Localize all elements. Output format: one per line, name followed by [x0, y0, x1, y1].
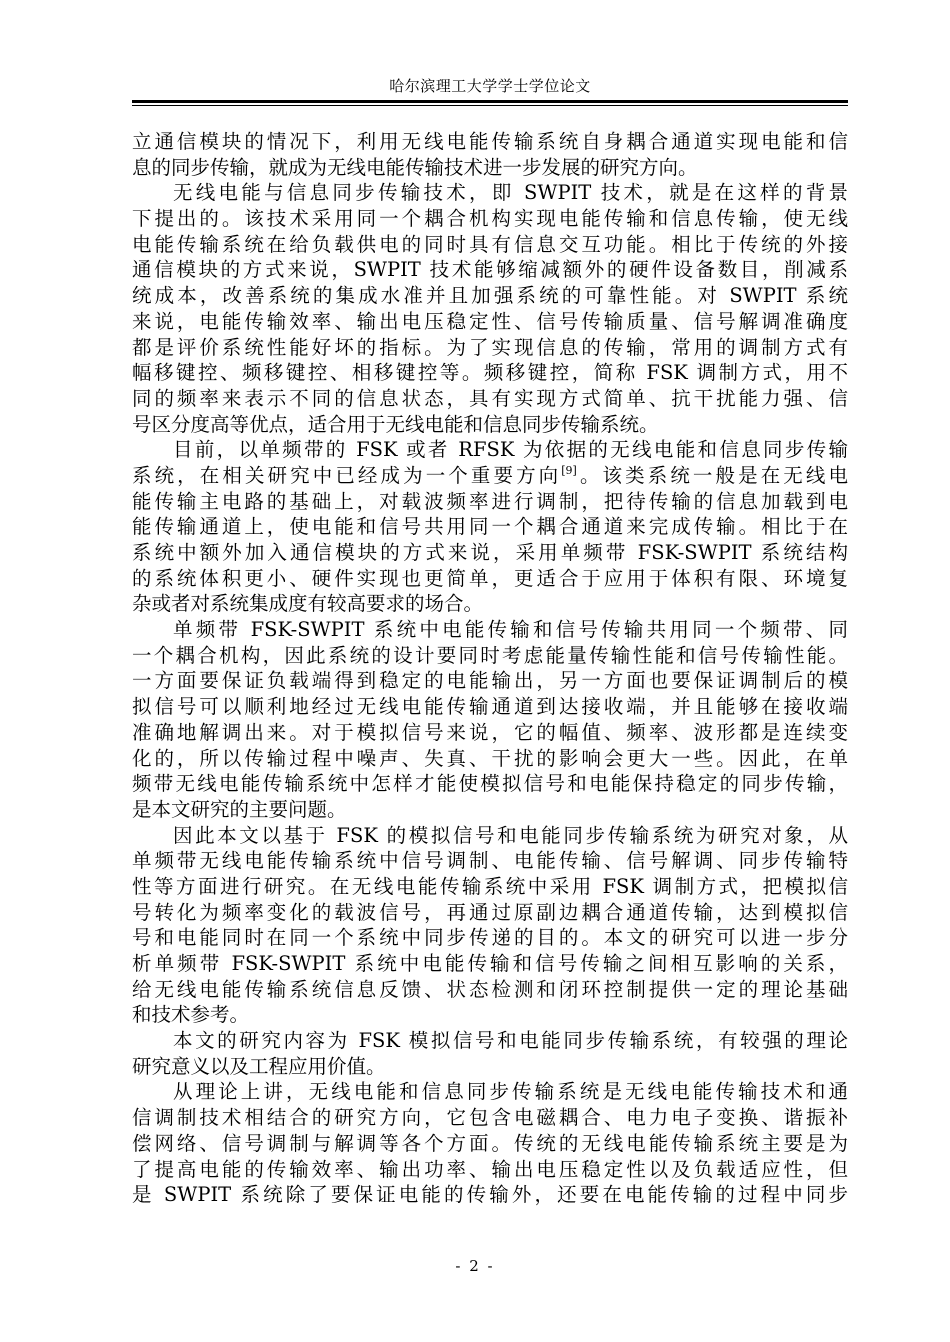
- text-line: 无线电能与信息同步传输技术，即 SWPIT 技术，就是在这样的背景: [173, 181, 848, 205]
- text-line: 号转化为频率变化的载波信号，再通过原副边耦合通道传输，达到模拟信: [132, 900, 848, 924]
- text-line: 析单频带 FSK-SWPIT 系统中电能传输和信号传输之间相互影响的关系，: [132, 952, 848, 975]
- body-text: [132, 129, 848, 1208]
- text-line: 信调制技术相结合的研究方向，它包含电磁耦合、电力电子变换、谐振补: [132, 1106, 848, 1130]
- text-line: 单频带 FSK-SWPIT 系统中电能传输和信号传输共用同一个频带、同: [173, 618, 848, 642]
- text-line: 目前，以单频带的 FSK 或者 RFSK 为依据的无线电能和信息同步传输: [173, 438, 848, 462]
- text-line: 系统中额外加入通信模块的方式来说，采用单频带 FSK-SWPIT 系统结构: [132, 541, 848, 564]
- text-line: 来说，电能传输效率、输出电压稳定性、信号传输质量、信号解调准确度: [132, 309, 848, 333]
- header-rule-thin: [132, 105, 848, 106]
- text-line: 偿网络、信号调制与解调等各个方面。传统的无线电能传输系统主要是为: [132, 1131, 848, 1155]
- text-line: 因此本文以基于 FSK 的模拟信号和电能同步传输系统为研究对象，从: [173, 823, 848, 847]
- text-line: 号和电能同时在同一个系统中同步传递的目的。本文的研究可以进一步分: [132, 926, 848, 950]
- text-line: 能传输主电路的基础上，对载波频率进行调制，把待传输的信息加载到电: [132, 489, 848, 513]
- text-line: 从理论上讲，无线电能和信息同步传输系统是无线电能传输技术和通: [173, 1080, 848, 1104]
- text-fragment: 系统，在相关研究中已经成为一个重要方向: [132, 463, 562, 487]
- text-line: 是 SWPIT 系统除了要保证电能的传输外，还要在电能传输的过程中同步: [132, 1183, 848, 1207]
- text-line: 幅移键控、频移键控、相移键控等。频移键控，简称 FSK 调制方式，用不: [132, 361, 848, 385]
- text-line: 号区分度高等优点，适合用于无线电能和信息同步传输系统。: [132, 412, 659, 436]
- text-line: 通信模块的方式来说，SWPIT 技术能够缩减额外的硬件设备数目，削减系: [132, 258, 848, 282]
- text-line: 同的频率来表示不同的信息状态，具有实现方式简单、抗干扰能力强、信: [132, 386, 848, 410]
- text-line: 本文的研究内容为 FSK 模拟信号和电能同步传输系统，有较强的理论: [173, 1029, 848, 1053]
- text-line: 立通信模块的情况下，利用无线电能传输系统自身耦合通道实现电能和信: [132, 130, 848, 153]
- text-line-with-citation: [132, 463, 848, 489]
- text-line: 统成本，改善系统的集成水准并且加强系统的可靠性能。对 SWPIT 系统: [132, 284, 848, 308]
- text-line: 杂或者对系统集成度有较高要求的场合。: [132, 592, 484, 616]
- text-line: 能传输通道上，使电能和信号共用同一个耦合通道来完成传输。相比于在: [132, 515, 848, 539]
- text-line: 的系统体积更小、硬件实现也更简单，更适合于应用于体积有限、环境复: [132, 566, 848, 590]
- text-line: 和技术参考。: [132, 1003, 250, 1027]
- header-rule-thick: [132, 100, 848, 103]
- text-line: 一方面要保证负载端得到稳定的电能输出，另一方面也要保证调制后的模: [132, 669, 848, 693]
- page-header: 哈尔滨理工大学学士学位论文: [389, 77, 591, 95]
- text-fragment: 。该类系统一般是在无线电: [576, 463, 848, 487]
- page-number: - 2 -: [455, 1257, 495, 1275]
- citation-marker: [9]: [561, 463, 577, 477]
- text-line: 电能传输系统在给负载供电的同时具有信息交互功能。相比于传统的外接: [132, 232, 848, 256]
- text-line: 化的，所以传输过程中噪声、失真、干扰的影响会更大一些。因此，在单: [132, 746, 848, 770]
- text-line: 准确地解调出来。对于模拟信号来说，它的幅值、频率、波形都是连续变: [132, 720, 848, 744]
- text-line: 性等方面进行研究。在无线电能传输系统中采用 FSK 调制方式，把模拟信: [132, 874, 848, 898]
- text-line: 下提出的。该技术采用同一个耦合机构实现电能传输和信息传输，使无线: [132, 207, 848, 231]
- text-line: 给无线电能传输系统信息反馈、状态检测和闭环控制提供一定的理论基础: [132, 977, 848, 1001]
- text-line: 研究意义以及工程应用价值。: [132, 1054, 386, 1078]
- text-line: 单频带无线电能传输系统中信号调制、电能传输、信号解调、同步传输特: [132, 849, 848, 873]
- text-line: 是本文研究的主要问题。: [132, 797, 347, 821]
- text-line: 息的同步传输，就成为无线电能传输技术进一步发展的研究方向。: [132, 155, 698, 179]
- text-line: 一个耦合机构，因此系统的设计要同时考虑能量传输性能和信号传输性能。: [132, 643, 848, 667]
- text-line: 拟信号可以顺利地经过无线电能传输通道到达接收端，并且能够在接收端: [132, 695, 848, 719]
- text-line: 频带无线电能传输系统中怎样才能使模拟信号和电能保持稳定的同步传输，: [132, 772, 848, 796]
- text-line: 了提高电能的传输效率、输出功率、输出电压稳定性以及负载适应性，但: [132, 1157, 848, 1181]
- text-line: 都是评价系统性能好坏的指标。为了实现信息的传输，常用的调制方式有: [132, 335, 848, 359]
